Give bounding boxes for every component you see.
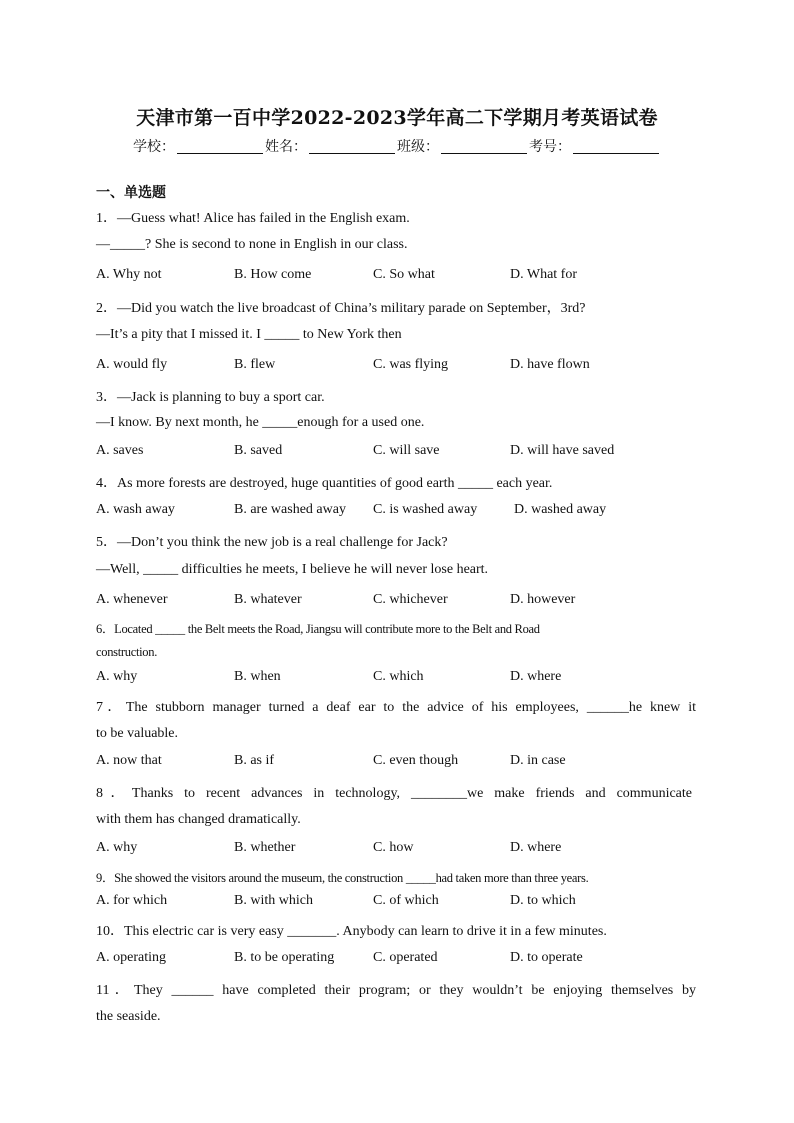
option-d: D. have flown [510, 357, 590, 372]
option-a: A. for which [96, 893, 168, 908]
option-b: B. whether [234, 840, 296, 855]
question-4-options [96, 502, 656, 520]
option-b: B. saved [234, 443, 283, 458]
question-2-options [96, 357, 656, 375]
question-3-line-2: —I know. By next month, he _____enough for a used one. [96, 415, 425, 430]
option-c: C. how [373, 840, 414, 855]
question-10-line-1: 10．This electric car is very easy _______. Anybody can learn to drive it in a few minutes. [96, 924, 607, 939]
option-c: C. is washed away [373, 502, 478, 517]
question-5-options [96, 592, 656, 610]
question-6-line-1: 6．Located _____ the Belt meets the Road, Jiangsu will contribute more to the Belt and Road [96, 622, 540, 636]
option-a: A. wash away [96, 502, 175, 517]
option-b: B. are washed away [234, 502, 346, 517]
option-c: C. whichever [373, 592, 448, 607]
question-5-line-1: 5．—Don’t you think the new job is a real challenge for Jack? [96, 535, 448, 550]
question-6-line-2: construction. [96, 645, 158, 659]
name-label: 姓名： [265, 139, 307, 155]
question-9-line-1: 9．She showed the visitors around the museum, the construction _____had taken more than three years. [96, 871, 589, 885]
class-label: 班级： [397, 139, 439, 155]
option-a: A. why [96, 840, 138, 855]
option-b: B. to be operating [234, 950, 335, 965]
option-a: A. why [96, 669, 138, 684]
number-label: 考号： [529, 139, 571, 155]
option-c: C. will save [373, 443, 440, 458]
question-11-line-1: 11．They ______ have completed their program; or they wouldn’t be enjoying themselves by [96, 983, 696, 998]
option-c: C. So what [373, 267, 435, 282]
option-a: A. now that [96, 753, 162, 768]
question-7-options [96, 753, 656, 771]
question-3-line-1: 3．—Jack is planning to buy a sport car. [96, 390, 325, 405]
option-d: D. What for [510, 267, 577, 282]
question-10-options [96, 950, 656, 968]
option-d: D. however [510, 592, 576, 607]
question-7-line-1: 7．The stubborn manager turned a deaf ear to the advice of his employees, ______he knew it [96, 700, 696, 715]
option-d: D. to operate [510, 950, 583, 965]
option-d: D. to which [510, 893, 576, 908]
question-11-line-2: the seaside. [96, 1009, 161, 1024]
option-b: B. as if [234, 753, 275, 768]
question-7-line-2: to be valuable. [96, 726, 179, 741]
option-d: D. where [510, 669, 562, 684]
option-c: C. which [373, 669, 424, 684]
school-blank[interactable] [177, 139, 263, 154]
class-blank[interactable] [441, 139, 527, 154]
option-b: B. with which [234, 893, 313, 908]
question-2-line-1: 2．—Did you watch the live broadcast of China’s military parade on September，3rd? [96, 301, 586, 316]
question-8-options [96, 840, 656, 858]
option-b: B. flew [234, 357, 276, 372]
question-3-options [96, 443, 656, 461]
option-c: C. was flying [373, 357, 449, 372]
question-8-line-2: with them has changed dramatically. [96, 812, 301, 827]
option-d: D. where [510, 840, 562, 855]
question-6-options [96, 669, 656, 687]
question-4-line-1: 4．As more forests are destroyed, huge quantities of good earth _____ each year. [96, 476, 553, 491]
name-blank[interactable] [309, 139, 395, 154]
option-d: D. washed away [514, 502, 607, 517]
option-c: C. operated [373, 950, 438, 965]
option-a: A. whenever [96, 592, 168, 607]
option-a: A. would fly [96, 357, 168, 372]
question-1-line-2: —_____? She is second to none in English in our class. [96, 237, 408, 252]
student-info-line [0, 136, 794, 156]
option-a: A. Why not [96, 267, 162, 282]
option-c: C. even though [373, 753, 459, 768]
option-d: D. in case [510, 753, 566, 768]
school-label: 学校： [133, 139, 175, 155]
section-heading: 一、单选题 [96, 185, 166, 201]
number-blank[interactable] [573, 139, 659, 154]
option-b: B. How come [234, 267, 312, 282]
question-9-options [96, 893, 656, 911]
option-c: C. of which [373, 893, 439, 908]
question-8-line-1: 8．Thanks to recent advances in technology, ________we make friends and communicate [96, 786, 692, 801]
question-2-line-2: —It’s a pity that I missed it. I _____ to New York then [96, 327, 402, 342]
question-1-line-1: 1．—Guess what! Alice has failed in the English exam. [96, 211, 410, 226]
option-a: A. saves [96, 443, 144, 458]
question-1-options [96, 267, 656, 285]
option-b: B. when [234, 669, 281, 684]
option-a: A. operating [96, 950, 166, 965]
option-b: B. whatever [234, 592, 302, 607]
option-d: D. will have saved [510, 443, 615, 458]
exam-title: 天津市第一百中学2022-2023学年高二下学期月考英语试卷 [136, 107, 658, 129]
question-5-line-2: —Well, _____ difficulties he meets, I believe he will never lose heart. [96, 562, 489, 577]
